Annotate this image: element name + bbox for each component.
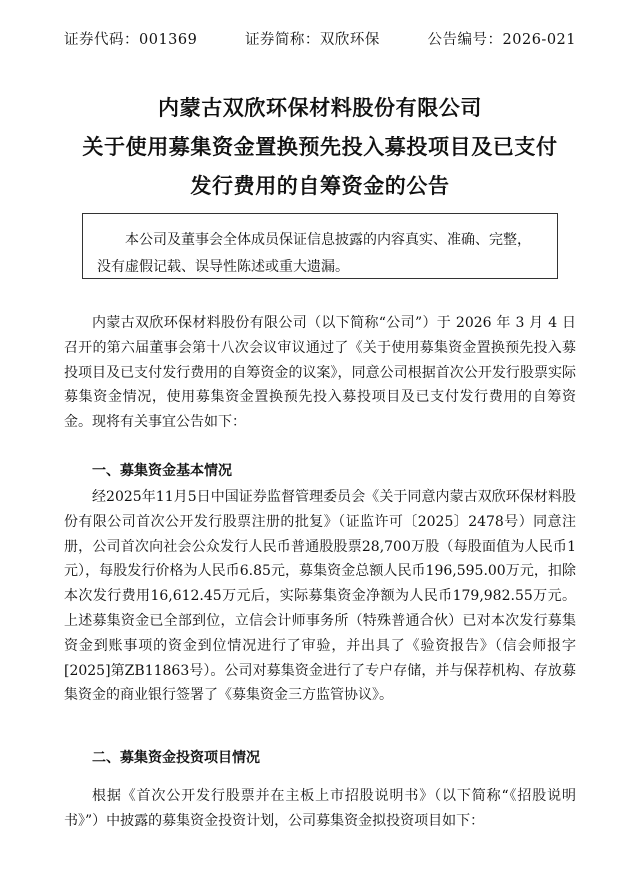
document-header <box>64 28 576 49</box>
intro-paragraph-block <box>64 311 576 435</box>
stock-code: 证券代码：001369 <box>64 32 198 48</box>
section-1-paragraph: 经2025年11月5日中国证券监督管理委员会《关于同意内蒙古双欣环保材料股份有限公司首次公开发行股票注册的批复》（证监许可〔2025〕2478号）同意注册，公司首次向社会公众发行人民币普通股股票28,700万股（每股面值为人民币1元），每股发行价格为人民币6.85元，募集资金总额人民币196,595.00万元，扣除本次发行费用16,612.45万元后，实际募集资金净额为人民币179,982.55万元。上述募集资金已全部到位，立信会计师事务所（特殊普通合伙）已对本次发行募集资金到账事项的资金到位情况进行了审验，并出具了《验资报告》（信会师报字[2025]第ZB11863号）。公司对募集资金进行了专户存储，并与保荐机构、存放募集资金的商业银行签署了《募集资金三方监管协议》。 <box>64 489 576 704</box>
disclosure-notice-box <box>82 213 558 279</box>
announcement-title-line-2: 发行费用的自筹资金的公告 <box>190 173 450 198</box>
section-2-heading: 二、募集资金投资项目情况 <box>92 750 260 766</box>
stock-short-name: 证券简称：双欣环保 <box>244 32 380 48</box>
section-2-heading-block <box>64 746 576 771</box>
announcement-number: 公告编号：2026-021 <box>427 32 576 48</box>
company-title: 内蒙古双欣环保材料股份有限公司 <box>158 95 482 120</box>
announcement-title-line-1: 关于使用募集资金置换预先投入募投项目及已支付 <box>82 134 558 159</box>
section-1-heading-block <box>64 459 576 484</box>
section-2-paragraph: 根据《首次公开发行股票并在主板上市招股说明书》（以下简称“《招股说明书》”）中披露的募集资金投资计划，公司募集资金拟投资项目如下： <box>64 788 576 829</box>
disclosure-notice-text: 本公司及董事会全体成员保证信息披露的内容真实、准确、完整，没有虚假记载、误导性陈述或重大遗漏。 <box>97 232 531 275</box>
section-2-paragraph-block <box>64 784 576 834</box>
intro-paragraph: 内蒙古双欣环保材料股份有限公司（以下简称“公司”）于 2026 年 3 月 4 日召开的第六届董事会第十八次会议审议通过了《关于使用募集资金置换预先投入募投项目及已支付发行费用的自筹资金的议案》，同意公司根据首次公开发行股票实际募集资金情况，使用募集资金置换预先投入募投项目及已支付发行费用的自筹资金。现将有关事宜公告如下： <box>64 315 576 431</box>
section-1-paragraph-block <box>64 485 576 708</box>
section-1-heading: 一、募集资金基本情况 <box>92 463 232 479</box>
